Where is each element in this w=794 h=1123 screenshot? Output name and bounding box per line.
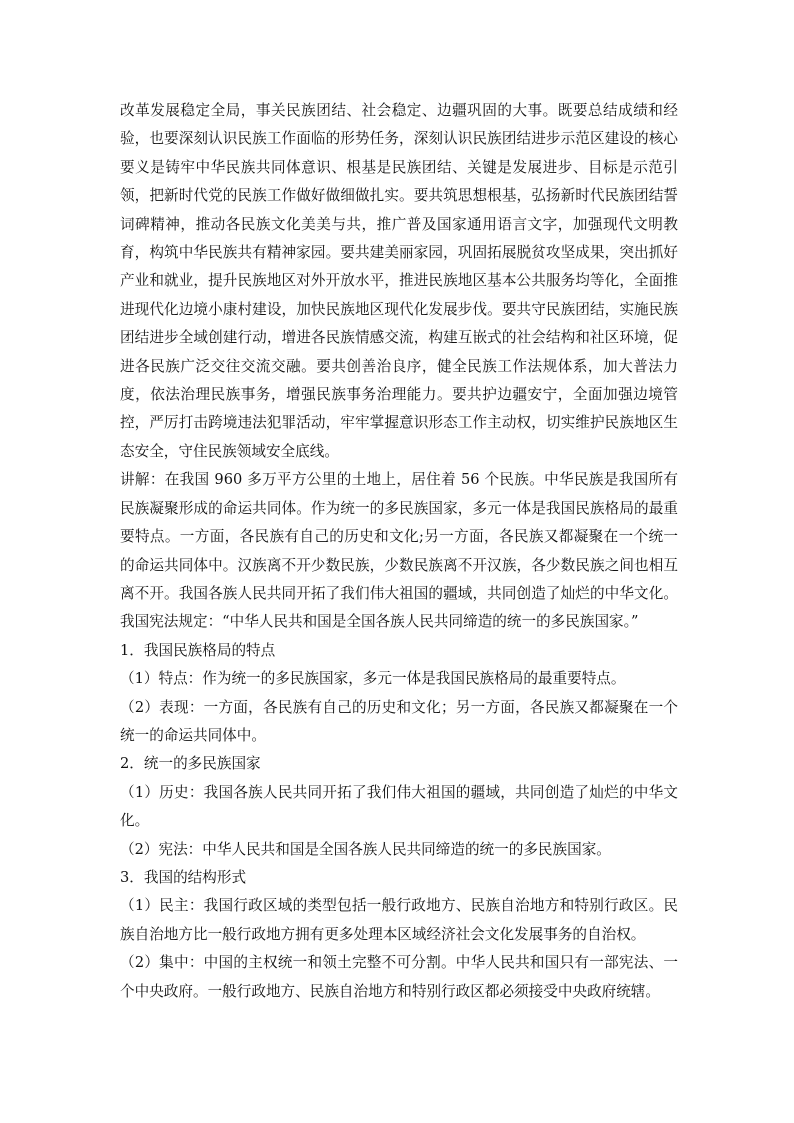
explanation-paragraph: 讲解：在我国 960 多万平方公里的土地上，居住着 56 个民族。中华民族是我国所有民族凝聚形成的命运共同体。作为统一的多民族国家，多元一体是我国民族格局的最重要特点。一方面，各民族有自己的历史和文化;另一方面，各民族又都凝聚在一个统一的命运共同体中。汉族离不开少数民族，少数民族离不开汉族，各少数民族之间也相互离不开。我国各族人民共同开拓了我们伟大祖国的疆域，共同创造了灿烂的中华文化。我国宪法规定：“中华人民共和国是全国各族人民共同缔造的统一的多民族国家。” <box>120 471 678 631</box>
intro-paragraph: 改革发展稳定全局，事关民族团结、社会稳定、边疆巩固的大事。既要总结成绩和经验，也要深刻认识民族工作面临的形势任务，深刻认识民族团结进步示范区建设的核心要义是铸牢中华民族共同体意识、根基是民族团结、关键是发展进步、目标是示范引领，把新时代党的民族工作做好做细做扎实。要共筑思想根基，弘扬新时代民族团结誓词碑精神，推动各民族文化美美与共，推广普及国家通用语言文字，加强现代文明教育，构筑中华民族共有精神家园。要共建美丽家园，巩固拓展脱贫攻坚成果，突出抓好产业和就业，提升民族地区对外开放水平，推进民族地区基本公共服务均等化，全面推进现代化边境小康村建设，加快民族地区现代化发展步伐。要共守民族团结，实施民族团结进步全域创建行动，增进各民族情感交流，构建互嵌式的社会结构和社区环境，促进各民族广泛交往交流交融。要共创善治良序，健全民族工作法规体系，加大普法力度，依法治理民族事务，增强民族事务治理能力。要共护边疆安宁，全面加强边境管控，严厉打击跨境违法犯罪活动，牢牢掌握意识形态工作主动权，切实维护民族地区生态安全，守住民族领域安全底线。 <box>120 102 678 460</box>
section-heading-1: 1．我国民族格局的特点 <box>120 641 276 659</box>
document-page <box>120 97 678 1006</box>
section-2-item-2: （2）宪法：中华人民共和国是全国各族人民共同缔造的统一的多民族国家。 <box>120 840 611 858</box>
section-3-item-2: （2）集中：中国的主权统一和领土完整不可分割。中华人民共和国只有一部宪法、一个中央政府。一般行政地方、民族自治地方和特别行政区都必须接受中央政府统辖。 <box>120 954 678 1000</box>
section-2-item-1: （1）历史：我国各族人民共同开拓了我们伟大祖国的疆域，共同创造了灿烂的中华文化。 <box>120 783 678 830</box>
section-heading-3: 3．我国的结构形式 <box>120 868 247 886</box>
section-heading-2: 2．统一的多民族国家 <box>120 755 261 773</box>
section-3-item-1: （1）民主：我国行政区域的类型包括一般行政地方、民族自治地方和特别行政区。民族自治地方比一般行政地方拥有更多处理本区域经济社会文化发展事务的自治权。 <box>120 897 678 943</box>
section-1-item-1: （1）特点：作为统一的多民族国家，多元一体是我国民族格局的最重要特点。 <box>120 670 626 688</box>
section-1-item-2: （2）表现：一方面，各民族有自己的历史和文化；另一方面，各民族又都凝聚在一个统一的命运共同体中。 <box>120 698 678 744</box>
